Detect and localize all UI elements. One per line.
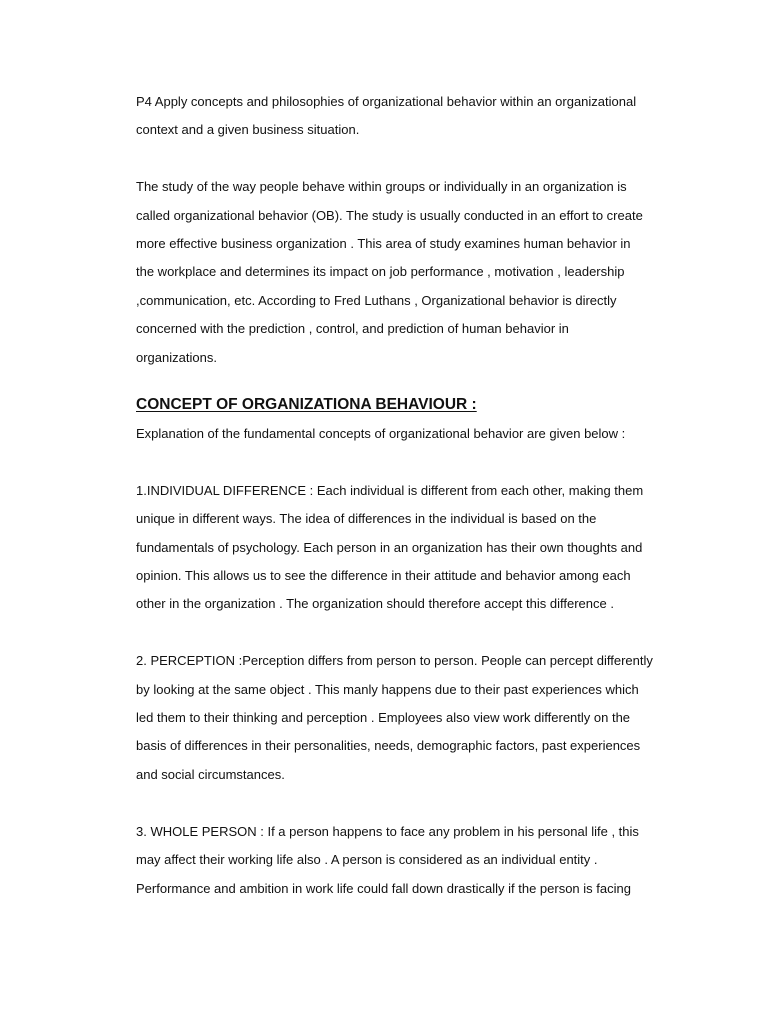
paragraph-spacer — [136, 619, 684, 647]
text-line: by looking at the same object . This manly happens due to their past experiences which — [136, 681, 639, 697]
text-line: The study of the way people behave within groups or individually in an organization is — [136, 179, 627, 195]
text-line: unique in different ways. The idea of differences in the individual is based on the — [136, 511, 597, 527]
intro-paragraph — [136, 88, 684, 145]
text-line: called organizational behavior (OB). The study is usually conducted in an effort to create — [136, 207, 643, 223]
paragraph-spacer — [136, 448, 684, 476]
text-line: concerned with the prediction , control, and prediction of human behavior in — [136, 321, 569, 337]
text-line: 3. WHOLE PERSON : If a person happens to face any problem in his personal life , this — [136, 823, 639, 839]
text-line: other in the organization . The organization should therefore accept this difference . — [136, 596, 614, 612]
text-line: the workplace and determines its impact on job performance , motivation , leadership — [136, 264, 625, 280]
text-line: organizations. — [136, 349, 217, 365]
text-line: 1.INDIVIDUAL DIFFERENCE : Each individual is different from each other, making them — [136, 482, 644, 498]
text-line: Explanation of the fundamental concepts of organizational behavior are given below : — [136, 426, 626, 442]
paragraph-spacer — [136, 789, 684, 817]
explanation-line — [136, 420, 684, 448]
text-line: ,communication, etc. According to Fred Luthans , Organizational behavior is directly — [136, 292, 617, 308]
individual-difference-paragraph — [136, 477, 684, 619]
paragraph-spacer — [136, 145, 684, 173]
text-line: basis of differences in their personalities, needs, demographic factors, past experiences — [136, 738, 641, 754]
perception-paragraph — [136, 647, 684, 789]
text-line: led them to their thinking and perception . Employees also view work differently on the — [136, 710, 631, 726]
section-heading: CONCEPT OF ORGANIZATIONA BEHAVIOUR : — [136, 396, 477, 414]
text-line: P4 Apply concepts and philosophies of organizational behavior within an organizational — [136, 94, 637, 109]
heading-spacer — [136, 372, 684, 390]
whole-person-paragraph — [136, 818, 684, 903]
text-line: 2. PERCEPTION :Perception differs from person to person. People can percept differently — [136, 653, 653, 669]
text-line: may affect their working life also . A person is considered as an individual entity . — [136, 852, 598, 868]
document-page — [136, 88, 684, 903]
text-line: opinion. This allows us to see the difference in their attitude and behavior among each — [136, 568, 631, 584]
definition-paragraph — [136, 173, 684, 372]
text-line: context and a given business situation. — [136, 122, 360, 138]
text-line: more effective business organization . This area of study examines human behavior in — [136, 236, 631, 252]
text-line: and social circumstances. — [136, 766, 285, 782]
text-line: Performance and ambition in work life could fall down drastically if the person is facing — [136, 880, 631, 896]
text-line: fundamentals of psychology. Each person in an organization has their own thoughts and — [136, 539, 643, 555]
